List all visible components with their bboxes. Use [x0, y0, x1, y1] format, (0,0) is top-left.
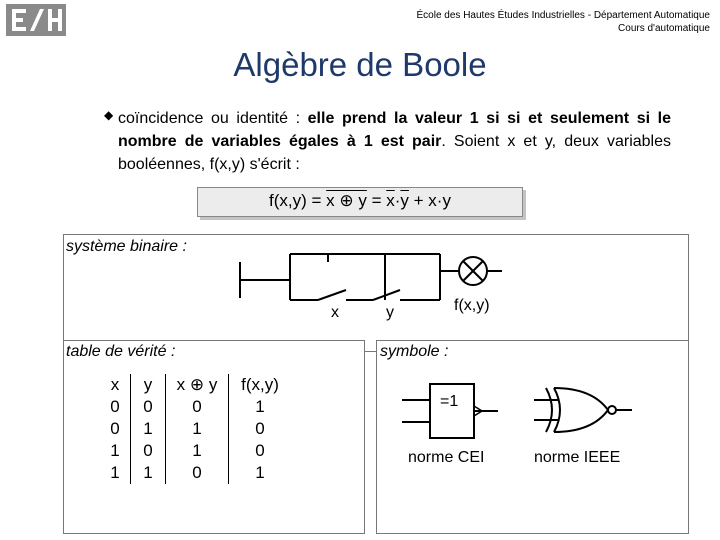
truth-table-label: table de vérité :: [66, 343, 176, 360]
binary-system-label: système binaire :: [66, 238, 187, 255]
formula-dot: ·: [394, 191, 401, 210]
cei-caption: norme CEI: [408, 449, 485, 466]
formula-rhs: + x·y: [408, 191, 451, 210]
symbol-label: symbole :: [380, 343, 449, 360]
cell: 1: [255, 397, 265, 416]
page-header: [417, 9, 711, 35]
formula-ybar: $\overline{y}$: [400, 191, 409, 210]
table-row: [100, 418, 291, 440]
formula-text: [198, 191, 522, 211]
cei-gate-icon: [400, 380, 500, 442]
cell: 0: [100, 396, 131, 418]
cell: 0: [100, 418, 131, 440]
cei-gate-text: =1: [440, 393, 459, 410]
cell: 0: [166, 396, 229, 418]
ieee-caption: norme IEEE: [534, 449, 621, 466]
cell: 1: [166, 440, 229, 462]
table-row: [100, 396, 291, 418]
cell: 0: [131, 440, 166, 462]
cell: 1: [100, 462, 131, 484]
header-xor: x ⊕ y: [166, 374, 229, 396]
cell: 0: [166, 462, 229, 484]
definition-paragraph: [118, 107, 671, 176]
definition-rest: . Soient x et y, deux variables booléennes, f(x,y) s'écrit :: [118, 133, 672, 173]
formula-eq: =: [366, 191, 387, 210]
definition-bold: elle prend la valeur 1 si si et seulement si le nombre de variables égales à 1 est pair: [118, 110, 671, 150]
header-school: École des Hautes Études Industrielles - Département Automatique: [416, 10, 710, 21]
formula-xbar: $\overline{x}$: [386, 191, 395, 210]
cell: 1: [131, 462, 166, 484]
lamp-label: f(x,y): [454, 297, 490, 314]
cell: 1: [100, 440, 131, 462]
table-header-row: [100, 374, 291, 396]
header-f: f(x,y): [241, 375, 279, 394]
bullet-icon: ◆: [104, 108, 114, 122]
lamp-icon: [459, 257, 487, 285]
formula-box: [197, 187, 523, 217]
header-y: y: [131, 374, 166, 396]
definition-lead: coïncidence ou identité :: [118, 110, 308, 127]
switch-y-label: y: [386, 304, 394, 321]
cell: 0: [131, 396, 166, 418]
cell: 0: [255, 441, 265, 460]
cell: 1: [166, 418, 229, 440]
formula-lhs: f(x,y) =: [269, 191, 327, 210]
ehei-logo: [6, 4, 66, 36]
formula-xor: x ⊕ y: [326, 191, 367, 210]
cell: 0: [255, 419, 265, 438]
switch-circuit: [230, 250, 510, 330]
ieee-xnor-gate-icon: [532, 384, 637, 436]
cell: 1: [131, 418, 166, 440]
cell: 1: [255, 463, 265, 482]
table-row: [100, 440, 291, 462]
truth-table: [100, 374, 291, 484]
table-row: [100, 462, 291, 484]
header-course: Cours d'automatique: [618, 23, 710, 34]
page-title: Algèbre de Boole: [233, 46, 487, 83]
switch-x-label: x: [331, 304, 339, 321]
header-x: x: [100, 374, 131, 396]
